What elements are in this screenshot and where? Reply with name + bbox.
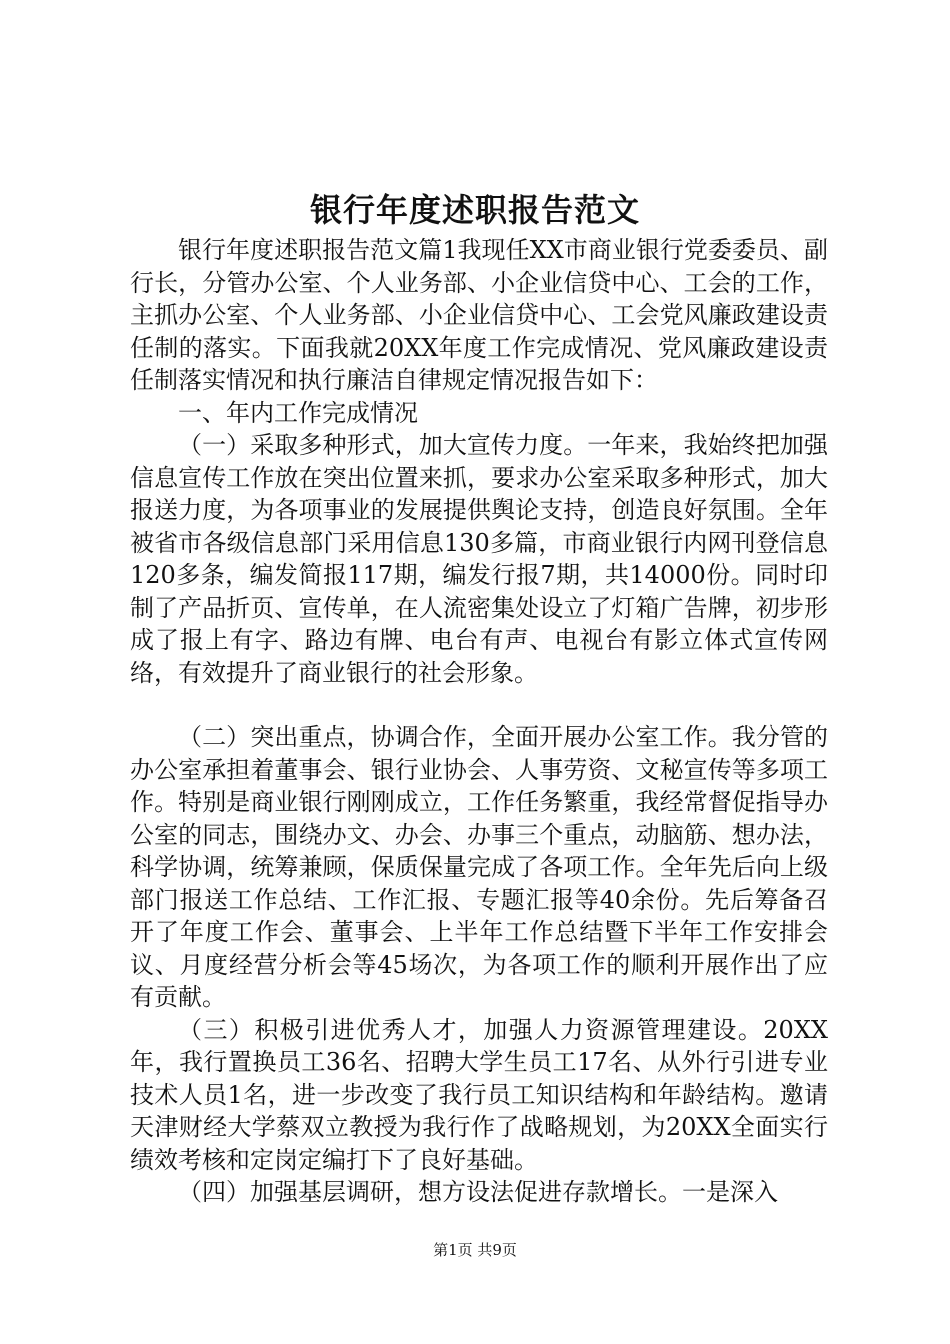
paragraph-research: （四）加强基层调研，想方设法促进存款增长。一是深入 — [178, 1178, 778, 1206]
paragraph-office-work: （二）突出重点，协调合作，全面开展办公室工作。我分管的办公室承担着董事会、银行业协会、人事劳资、文秘宣传等多项工作。特别是商业银行刚刚成立，工作任务繁重，我经常督促指导办公室的同志，围绕办文、办会、办事三个重点，动脑筋、想办法，科学协调，统筹兼顾，保质保量完成了各项工作。全年先后向上级部门报送工作总结、工作汇报、专题汇报等40余份。先后筹备召开了年度工作会、董事会、上半年工作总结暨下半年工作安排会议、月度经营分析会等45场次，为各项工作的顺利开展作出了应有贡献。 — [130, 723, 828, 1011]
paragraph-talent: （三）积极引进优秀人才，加强人力资源管理建设。20XX年，我行置换员工36名、招聘大学生员工17名、从外行引进专业技术人员1名，进一步改变了我行员工知识结构和年龄结构。邀请天津财经大学蔡双立教授为我行作了战略规划，为20XX全面实行绩效考核和定岗定编打下了良好基础。 — [130, 1015, 828, 1174]
document-body — [130, 234, 828, 1209]
section-heading-work-completion: 一、年内工作完成情况 — [178, 398, 418, 427]
intro-paragraph: 银行年度述职报告范文篇1我现任XX市商业银行党委委员、副行长，分管办公室、个人业务部、小企业信贷中心、工会的工作，主抓办公室、个人业务部、小企业信贷中心、工会党风廉政建设责任制的落实。下面我就20XX年度工作完成情况、党风廉政建设责任制落实情况和执行廉洁自律规定情况报告如下： — [130, 236, 828, 394]
page-footer: 第1页 共9页 — [433, 1241, 517, 1259]
document-title: 银行年度述职报告范文 — [309, 191, 640, 229]
paragraph-publicity: （一）采取多种形式，加大宣传力度。一年来，我始终把加强信息宣传工作放在突出位置来抓，要求办公室采取多种形式，加大报送力度，为各项事业的发展提供舆论支持，创造良好氛围。全年被省市各级信息部门采用信息130多篇，市商业银行内网刊登信息120多条，编发简报117期，编发行报7期，共14000份。同时印制了产品折页、宣传单，在人流密集处设立了灯箱广告牌，初步形成了报上有字、路边有牌、电台有声、电视台有影立体式宣传网络，有效提升了商业银行的社会形象。 — [130, 431, 828, 687]
